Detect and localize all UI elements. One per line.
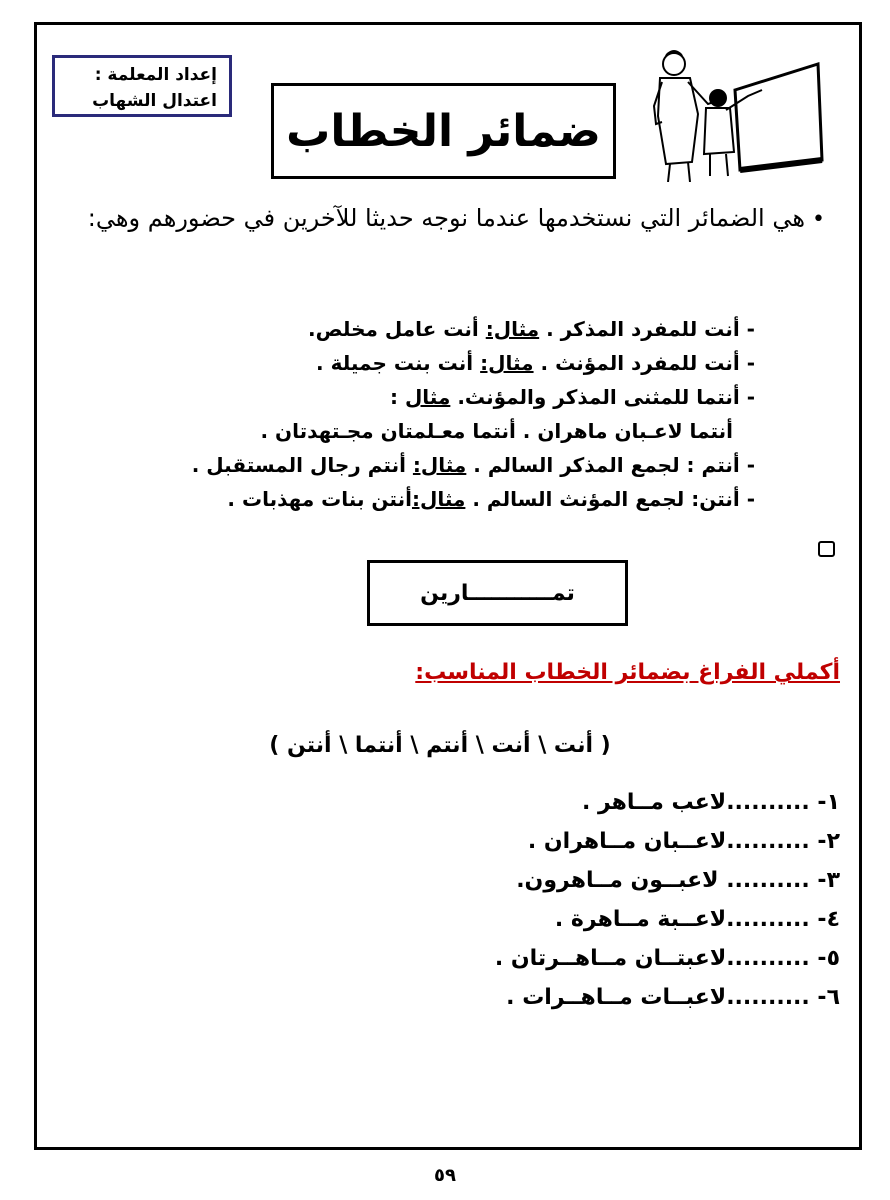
exercise-item: ٣- .......... لاعبــون مــاهرون. <box>516 868 840 893</box>
author-name: اعتدال الشهاب <box>92 91 217 111</box>
exercise-item: ٤- ..........لاعــبة مــاهرة . <box>554 907 840 932</box>
page-number: ٥٩ <box>434 1165 456 1186</box>
definition-text: - أنتن: لجمع المؤنث السالم . <box>465 487 755 511</box>
definition-example: أنت عامل مخلص. <box>308 317 486 341</box>
example-label: مثال: <box>485 317 540 341</box>
example-label: مثال: <box>411 487 466 511</box>
author-label: إعداد المعلمة : <box>94 65 217 85</box>
definition-item <box>140 346 755 380</box>
definition-example: أنتما لاعـبان ماهران . أنتما معـلمتان مجـتهدتان . <box>260 419 733 443</box>
definition-item <box>140 380 755 414</box>
definition-example: أنت بنت جميلة . <box>316 351 481 375</box>
author-box <box>52 55 232 117</box>
definition-example: أنتم رجال المستقبل . <box>191 453 413 477</box>
bullet-icon: • <box>812 207 825 232</box>
definition-text: - أنت للمفرد المؤنث . <box>533 351 755 375</box>
definition-item <box>140 448 755 482</box>
checkbox-icon <box>818 541 835 557</box>
example-label: مثال: <box>480 351 534 375</box>
page-title <box>271 83 616 179</box>
title-text: ضمائر الخطاب <box>286 105 601 157</box>
example-label: مثال <box>404 385 451 409</box>
example-colon: : <box>389 385 405 409</box>
exercise-item: ٦- ..........لاعبــات مــاهــرات . <box>506 985 840 1010</box>
exercise-item: ٢- ..........لاعــبان مــاهران . <box>527 829 840 854</box>
exercise-instruction: أكملي الفراغ بضمائر الخطاب المناسب: <box>415 660 840 685</box>
example-label: مثال: <box>412 453 467 477</box>
intro-paragraph: هي الضمائر التي نستخدمها عندما نوجه حديثا للآخرين في حضورهم وهي: <box>87 204 805 232</box>
definition-example: أنتن بنات مهذبات . <box>227 487 412 511</box>
exercises-heading: تمـــــــــــارين <box>420 580 575 606</box>
exercise-item: ١- ..........لاعب مــاهر . <box>581 790 840 815</box>
exercises-heading-box <box>367 560 628 626</box>
exercise-item: ٥- ..........لاعبتــان مــاهــرتان . <box>494 946 840 971</box>
definition-text: - أنتم : لجمع المذكر السالم . <box>466 453 755 477</box>
definition-item <box>140 312 755 346</box>
pronoun-options: ( أنت \ أنت \ أنتم \ أنتما \ أنتن ) <box>269 733 611 758</box>
definition-text: - أنت للمفرد المذكر . <box>539 317 755 341</box>
definition-text: - أنتما للمثنى المذكر والمؤنث. <box>450 385 755 409</box>
exercise-list <box>380 783 840 1017</box>
teacher-student-illustration <box>640 42 830 182</box>
definitions-list <box>140 312 755 516</box>
definition-item <box>140 482 755 516</box>
